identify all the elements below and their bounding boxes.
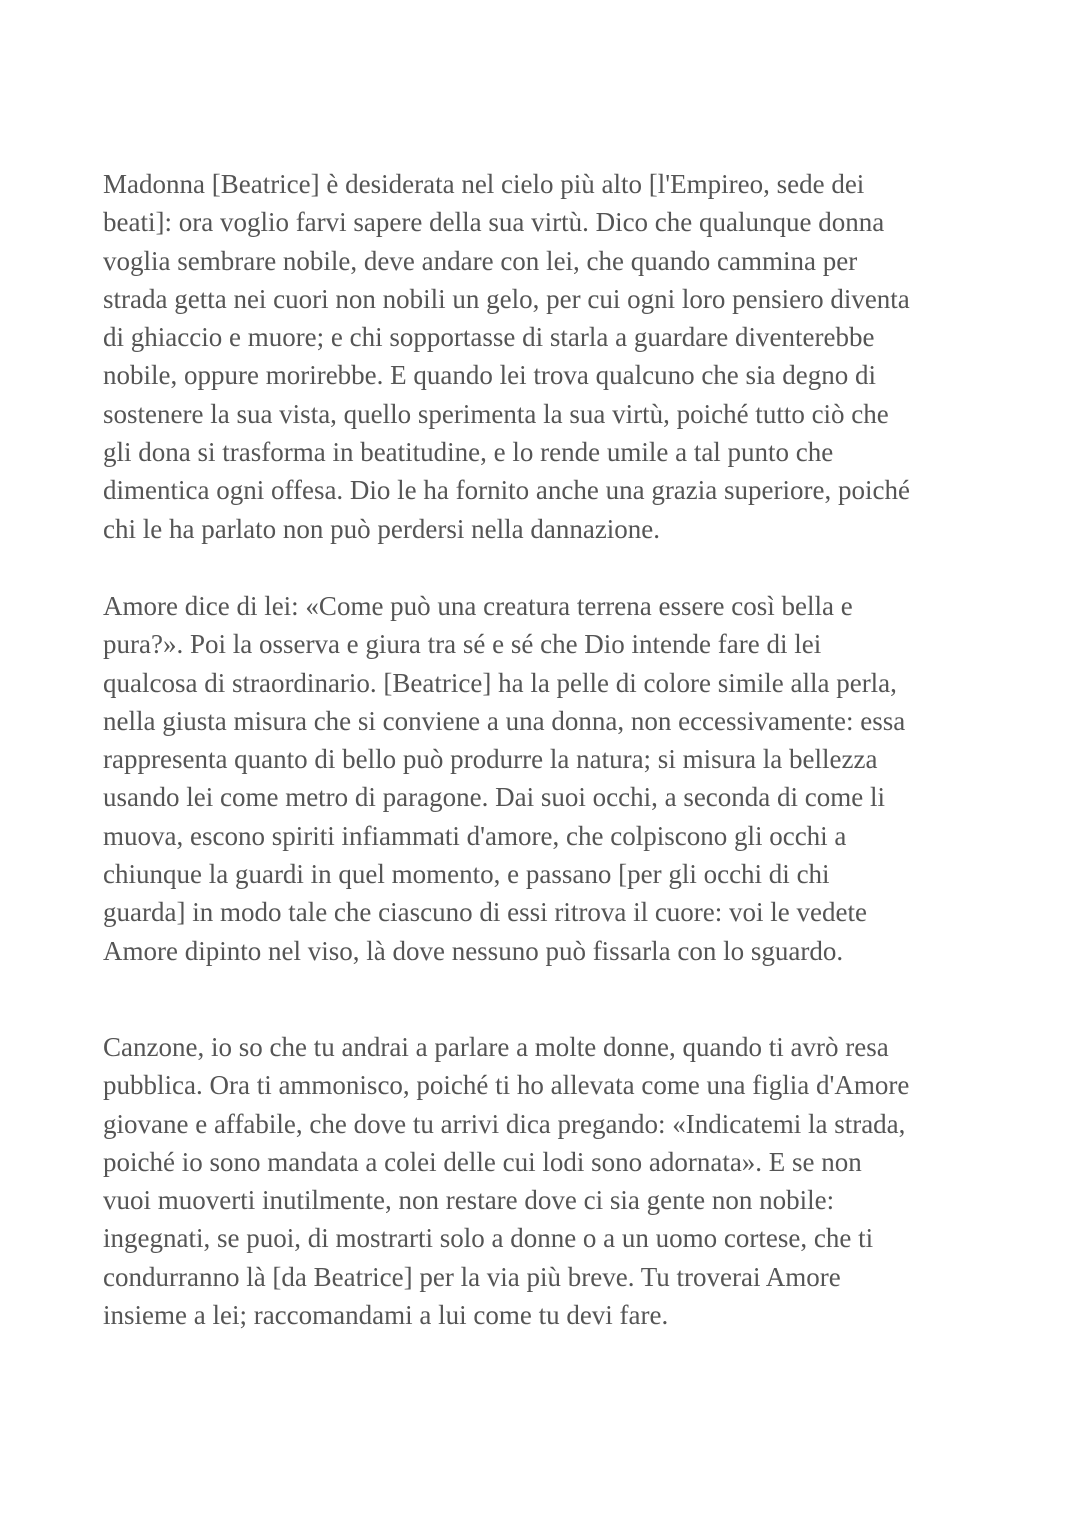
paragraph-3: Canzone, io so che tu andrai a parlare a molte donne, quando ti avrò resa pubblica. Ora ti ammonisco, poiché ti ho allevata come una figlia d'Amore giovane e affabile, che dove tu arrivi dica pregando: «Indicatemi la strada, poiché io sono mandata a colei delle cui lodi sono adornata». E se non vuoi muoverti inutilmente, non restare dove ci sia gente non nobile: ingegnati, se puoi, di mostrarti solo a donne o a un uomo cortese, che ti condurranno là [da Beatrice] per la via più breve. Tu troverai Amore insieme a lei; raccomandami a lui come tu devi fare.: [103, 1032, 910, 1331]
paragraph-1: Madonna [Beatrice] è desiderata nel cielo più alto [l'Empireo, sede dei beati]: ora voglio farvi sapere della sua virtù. Dico che qualunque donna voglia sembrare nobile, deve andare con lei, che quando cammina per strada getta nei cuori non nobili un gelo, per cui ogni loro pensiero diventa di ghiaccio e muore; e chi sopportasse di starla a guardare diventerebbe nobile, oppure morirebbe. E quando lei trova qualcuno che sia degno di sostenere la sua vista, quello sperimenta la sua virtù, poiché tutto ciò che gli dona si trasforma in beatitudine, e lo rende umile a tal punto che dimentica ogni offesa. Dio le ha fornito anche una grazia superiore, poiché chi le ha parlato non può perdersi nella dannazione.: [103, 169, 910, 544]
paragraph-2: Amore dice di lei: «Come può una creatura terrena essere così bella e pura?». Poi la osserva e giura tra sé e sé che Dio intende fare di lei qualcosa di straordinario. [Beatrice] ha la pelle di colore simile alla perla, nella giusta misura che si conviene a una donna, non eccessivamente: essa rappresenta quanto di bello può produrre la natura; si misura la bellezza usando lei come metro di paragone. Dai suoi occhi, a seconda di come li muova, escono spiriti infiammati d'amore, che colpiscono gli occhi a chiunque la guardi in quel momento, e passano [per gli occhi di chi guarda] in modo tale che ciascuno di essi ritrova il cuore: voi le vedete Amore dipinto nel viso, là dove nessuno può fissarla con lo sguardo.: [103, 591, 906, 966]
